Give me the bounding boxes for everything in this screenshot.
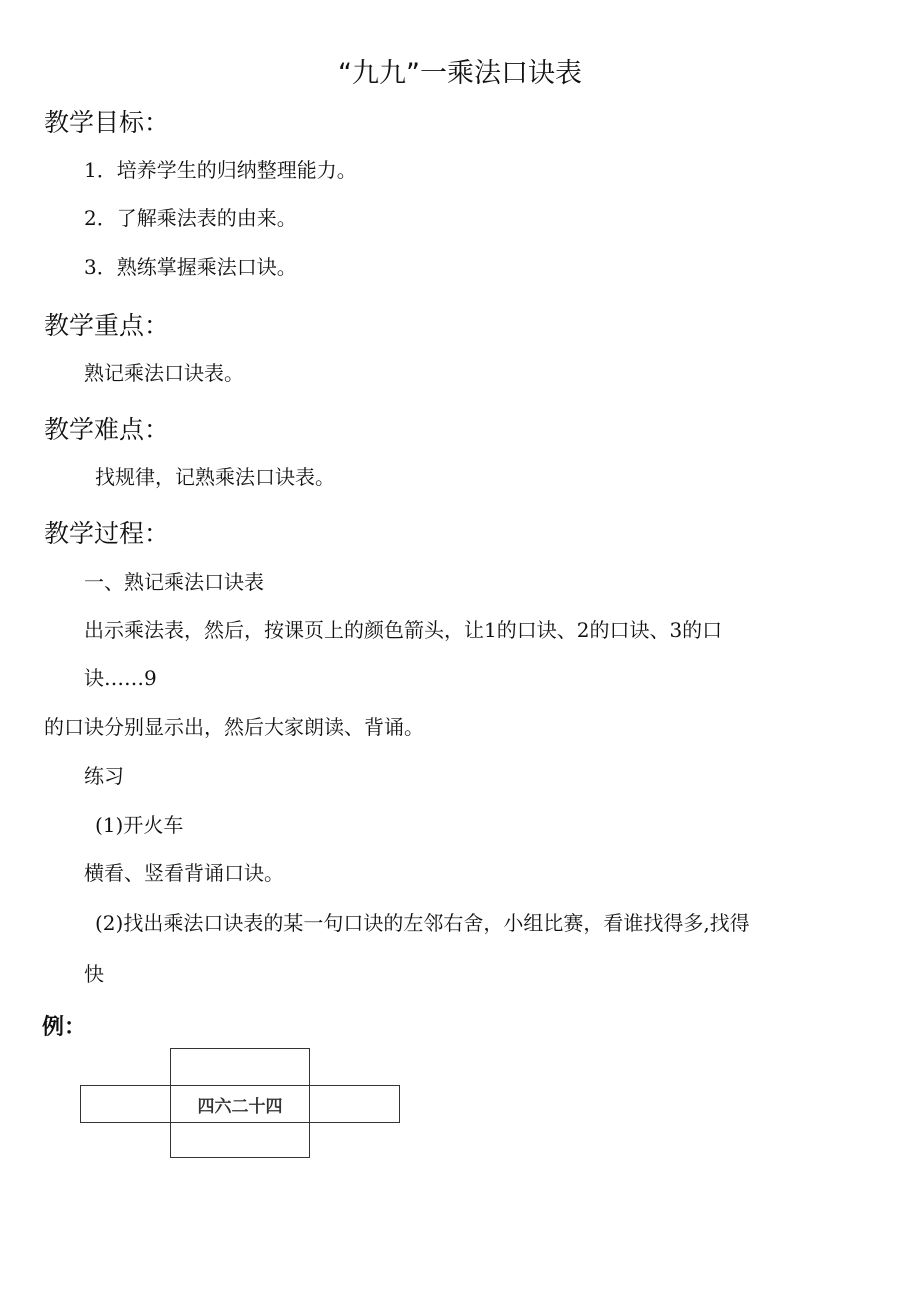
practice-item-1-detail: 横看、竖看背诵口诀。 [84,861,284,885]
example-box-top [170,1048,310,1086]
key-point-heading: 教学重点： [44,311,170,340]
example-box-center: 四六二十四 [170,1085,310,1123]
process-paragraph-line-3: 的口诀分别显示出，然后大家朗读、背诵。 [44,715,424,739]
objective-item-2: 2．了解乘法表的由来。 [84,206,297,230]
difficulty-text: 找规律，记熟乘法口诀表。 [95,465,335,489]
example-label: 例： [42,1015,87,1040]
practice-item-1: (1)开火车 [95,813,184,837]
practice-item-2-line-2: 快 [84,962,104,986]
example-box-bottom [170,1121,310,1158]
process-paragraph-line-2: 诀……9 [84,666,157,690]
practice-label: 练习 [84,764,124,788]
process-paragraph-line-1: 出示乘法表，然后，按课页上的颜色箭头，让1的口诀、2的口诀、3的口 [84,618,723,642]
example-box-right [308,1085,400,1123]
page-title: “九九”一乘法口诀表 [338,58,582,89]
process-section-1: 一、熟记乘法口诀表 [84,570,264,594]
difficulty-heading: 教学难点： [44,415,170,444]
objectives-heading: 教学目标： [44,108,170,137]
example-box-left [80,1085,172,1123]
practice-item-2-line-1: (2)找出乘法口诀表的某一句口诀的左邻右舍，小组比赛，看谁找得多,找得 [95,911,750,935]
objective-item-3: 3．熟练掌握乘法口诀。 [84,255,297,279]
key-point-text: 熟记乘法口诀表。 [84,361,244,385]
objective-item-1: 1．培养学生的归纳整理能力。 [84,158,357,182]
process-heading: 教学过程： [44,519,170,548]
